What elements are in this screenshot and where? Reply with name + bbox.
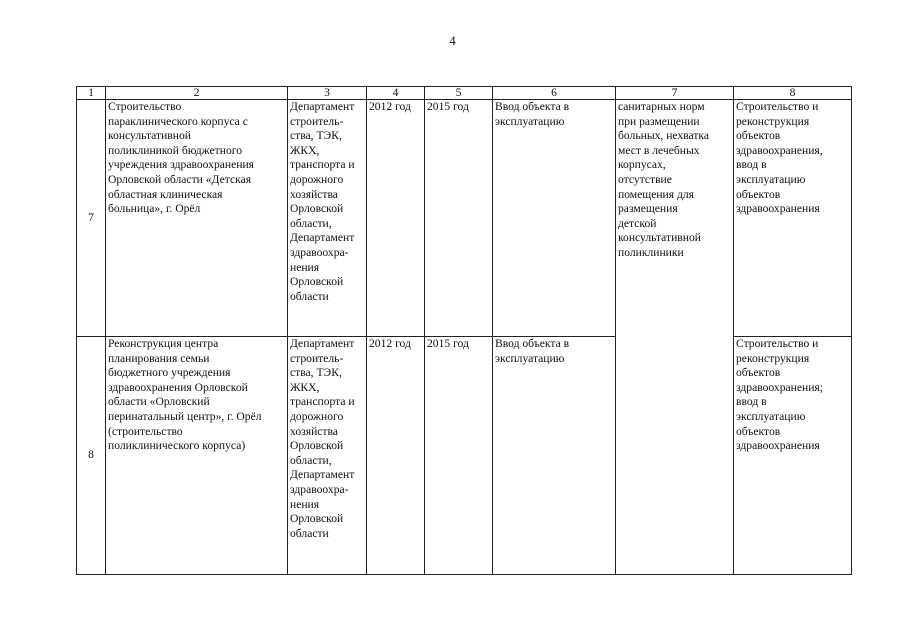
responsible-department: Департамент строитель- ства, ТЭК, ЖКХ, транспорта и дорожного хозяйства Орловской области, Департамент здравоохра- нения Орловской области <box>290 337 355 540</box>
indicator-link: Строительство и реконструкция объектов здравоохранения, ввод в эксплуатацию объектов здравоохранения <box>736 100 823 216</box>
measure-name-cell <box>106 100 288 337</box>
row-number: 7 <box>77 100 106 337</box>
consequences-cell <box>616 100 734 575</box>
expected-result: Ввод объекта в эксплуатацию <box>495 337 570 365</box>
start-year: 2012 год <box>369 337 411 350</box>
consequences: санитарных норм при размещении больных, нехватка мест в лечебных корпусах, отсутствие помещения для размещения детской консультативной поликлиники <box>618 100 710 259</box>
header-col-5: 5 <box>425 87 493 100</box>
indicator-link: Строительство и реконструкция объектов здравоохранения; ввод в эксплуатацию объектов здравоохранения <box>736 337 823 453</box>
start-year: 2012 год <box>369 100 411 113</box>
header-col-8: 8 <box>734 87 852 100</box>
table-row <box>77 337 852 575</box>
start-year-cell <box>367 337 425 575</box>
department-cell <box>288 100 367 337</box>
header-col-4: 4 <box>367 87 425 100</box>
header-col-1: 1 <box>77 87 106 100</box>
end-year-cell <box>425 100 493 337</box>
measure-name: Реконструкция центра планирования семьи бюджетного учреждения здравоохранения Орловской области «Орловский перинатальный центр», г. Орёл (строительство поликлинического корпуса) <box>108 337 262 453</box>
start-year-cell <box>367 100 425 337</box>
header-col-2: 2 <box>106 87 288 100</box>
indicator-link-cell <box>734 337 852 575</box>
department-cell <box>288 337 367 575</box>
table-header-row <box>77 87 852 100</box>
header-col-3: 3 <box>288 87 367 100</box>
program-table <box>76 86 852 575</box>
end-year: 2015 год <box>427 100 469 113</box>
row-number: 8 <box>77 337 106 575</box>
measure-name-cell <box>106 337 288 575</box>
measure-name: Строительство параклинического корпуса с консультативной поликлиникой бюджетного учреждения здравоохранения Орловской области «Детская областная клиническая больница», г. Орёл <box>108 100 255 216</box>
end-year-cell <box>425 337 493 575</box>
page-number: 4 <box>449 33 456 48</box>
expected-result: Ввод объекта в эксплуатацию <box>495 100 570 128</box>
end-year: 2015 год <box>427 337 469 350</box>
header-col-6: 6 <box>493 87 616 100</box>
indicator-link-cell <box>734 100 852 337</box>
expected-result-cell <box>493 337 616 575</box>
expected-result-cell <box>493 100 616 337</box>
table-row <box>77 100 852 337</box>
responsible-department: Департамент строитель- ства, ТЭК, ЖКХ, транспорта и дорожного хозяйства Орловской области, Департамент здравоохра- нения Орловской области <box>290 100 355 303</box>
header-col-7: 7 <box>616 87 734 100</box>
